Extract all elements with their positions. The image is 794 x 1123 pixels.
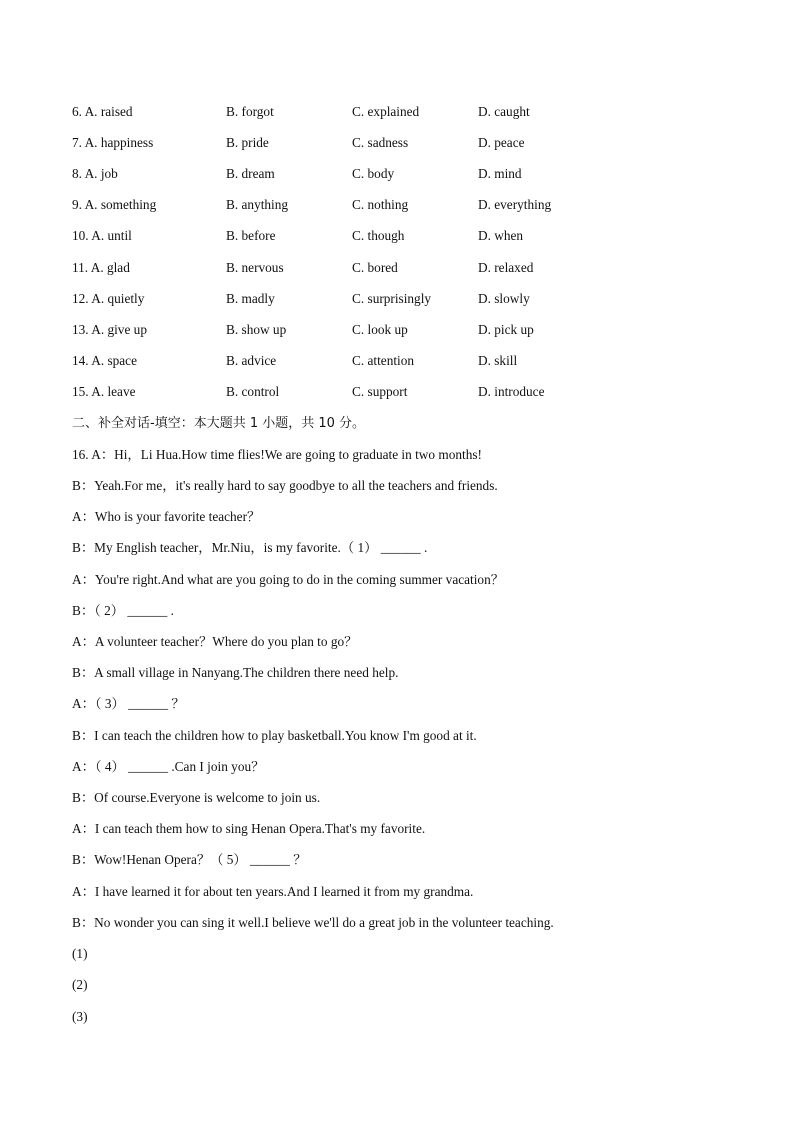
dialogue-line: B：Of course.Everyone is welcome to join us. <box>72 790 321 805</box>
dialogue-line: A：I can teach them how to sing Henan Opera.That's my favorite. <box>72 821 426 836</box>
option-d: D. slowly <box>478 291 530 306</box>
dialogue-line: B：My English teacher，Mr.Niu，is my favorite.（ 1） ______ . <box>72 540 428 555</box>
option-d: D. everything <box>478 197 552 212</box>
option-d: D. caught <box>478 104 530 119</box>
answer-label-1: (1) <box>72 946 88 961</box>
dialogue-line: B：Wow!Henan Opera？（ 5） ______ ？ <box>72 852 307 867</box>
dialogue-line: B：（ 2） ______ . <box>72 603 174 618</box>
option-d: D. skill <box>478 353 518 368</box>
option-a: 8. A. job <box>72 166 118 181</box>
dialogue-line: B：I can teach the children how to play basketball.You know I'm good at it. <box>72 728 477 743</box>
option-c: C. though <box>352 228 405 243</box>
option-b: B. advice <box>226 353 277 368</box>
option-d: D. mind <box>478 166 522 181</box>
option-d: D. pick up <box>478 322 534 337</box>
option-a: 10. A. until <box>72 228 132 243</box>
dialogue-line: B：No wonder you can sing it well.I believe we'll do a great job in the volunteer teaching. <box>72 915 554 930</box>
option-b: B. forgot <box>226 104 274 119</box>
dialogue-line: A：（ 4） ______ .Can I join you？ <box>72 759 265 774</box>
option-b: B. control <box>226 384 280 399</box>
option-b: B. anything <box>226 197 289 212</box>
option-c: C. bored <box>352 260 398 275</box>
option-d: D. peace <box>478 135 525 150</box>
option-c: C. body <box>352 166 395 181</box>
option-d: D. relaxed <box>478 260 534 275</box>
option-a: 12. A. quietly <box>72 291 145 306</box>
answer-label-3: (3) <box>72 1009 88 1024</box>
dialogue-line: A：A volunteer teacher？Where do you plan to go？ <box>72 634 358 649</box>
option-c: C. look up <box>352 322 408 337</box>
option-d: D. introduce <box>478 384 545 399</box>
option-a: 9. A. something <box>72 197 157 212</box>
option-a: 7. A. happiness <box>72 135 154 150</box>
option-a: 13. A. give up <box>72 322 147 337</box>
option-b: B. madly <box>226 291 275 306</box>
option-d: D. when <box>478 228 524 243</box>
dialogue-line: B：Yeah.For me，it's really hard to say goodbye to all the teachers and friends. <box>72 478 498 493</box>
option-b: B. before <box>226 228 276 243</box>
dialogue-line: 16. A：Hi，Li Hua.How time flies!We are going to graduate in two months! <box>72 447 482 462</box>
option-a: 14. A. space <box>72 353 137 368</box>
option-c: C. attention <box>352 353 415 368</box>
option-a: 11. A. glad <box>72 260 130 275</box>
option-a: 15. A. leave <box>72 384 136 399</box>
option-c: C. support <box>352 384 408 399</box>
option-a: 6. A. raised <box>72 104 133 119</box>
option-c: C. nothing <box>352 197 409 212</box>
option-c: C. surprisingly <box>352 291 432 306</box>
option-b: B. pride <box>226 135 269 150</box>
option-b: B. nervous <box>226 260 284 275</box>
dialogue-line: A：You're right.And what are you going to do in the coming summer vacation？ <box>72 572 505 587</box>
option-b: B. dream <box>226 166 275 181</box>
dialogue-line: B：A small village in Nanyang.The children there need help. <box>72 665 399 680</box>
dialogue-line: A：I have learned it for about ten years.And I learned it from my grandma. <box>72 884 474 899</box>
option-b: B. show up <box>226 322 287 337</box>
dialogue-line: A：Who is your favorite teacher？ <box>72 509 261 524</box>
option-c: C. sadness <box>352 135 409 150</box>
answer-label-2: (2) <box>72 977 88 992</box>
section-heading: 二、补全对话-填空：本大题共 1 小题，共 10 分。 <box>72 416 366 431</box>
option-c: C. explained <box>352 104 420 119</box>
dialogue-line: A：（ 3） ______ ？ <box>72 696 185 711</box>
